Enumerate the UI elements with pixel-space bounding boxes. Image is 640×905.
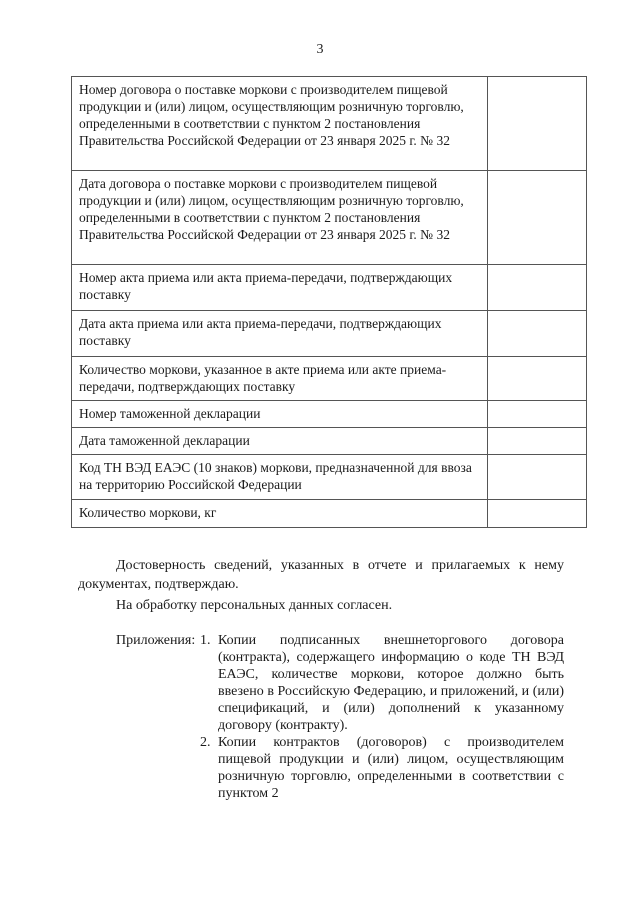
row-value-cell[interactable] [488,455,587,500]
row-value-cell[interactable] [488,311,587,357]
consent-statement: На обработку персональных данных согласен. [116,598,393,613]
row-value-cell[interactable] [488,500,587,528]
attachments-list [200,632,564,802]
row-label: Номер акта приема или акта приема-передачи, подтверждающих поставку [72,265,488,311]
row-label: Дата договора о поставке моркови с производителем пищевой продукции и (или) лицом, осуществляющим розничную торговлю, определенными в соответствии с пунктом 2 постановления Правительства Российской Федерации от 23 января 2025 г. № 32 [72,171,488,265]
report-table [71,76,587,528]
attachments-label: Приложения: [116,633,196,648]
table-row [72,265,587,311]
table-row [72,401,587,428]
list-item [200,632,564,734]
list-item [200,734,564,802]
row-value-cell[interactable] [488,401,587,428]
table-row [72,357,587,401]
row-label: Код ТН ВЭД ЕАЭС (10 знаков) моркови, предназначенной для ввоза на территорию Российской Федерации [72,455,488,500]
table-row [72,428,587,455]
row-value-cell[interactable] [488,357,587,401]
list-item-number: 2. [200,735,211,750]
row-label: Номер договора о поставке моркови с производителем пищевой продукции и (или) лицом, осуществляющим розничную торговлю, определенными в соответствии с пунктом 2 постановления Правительства Российской Федерации от 23 января 2025 г. № 32 [72,77,488,171]
table-row [72,77,587,171]
row-value-cell[interactable] [488,265,587,311]
list-item-number: 1. [200,633,211,648]
row-value-cell[interactable] [488,77,587,171]
confirmation-statement: Достоверность сведений, указанных в отчете и прилагаемых к нему документах, подтверждаю. [78,558,564,592]
row-label: Дата таможенной декларации [72,428,488,455]
row-label: Дата акта приема или акта приема-передачи, подтверждающих поставку [72,311,488,357]
table-row [72,311,587,357]
row-value-cell[interactable] [488,428,587,455]
list-item-text: Копии контрактов (договоров) с производителем пищевой продукции и (или) лицом, осуществляющим розничную торговлю, определенными в соответствии с пунктом 2 [218,735,564,801]
table-row [72,500,587,528]
row-label: Количество моркови, кг [72,500,488,528]
row-value-cell[interactable] [488,171,587,265]
table-row [72,171,587,265]
row-label: Номер таможенной декларации [72,401,488,428]
row-label: Количество моркови, указанное в акте приема или акте приема-передачи, подтверждающих поставку [72,357,488,401]
table-row [72,455,587,500]
list-item-text: Копии подписанных внешнеторгового договора (контракта), содержащего информацию о коде ТН ВЭД ЕАЭС, количестве моркови, которое должно быть ввезено в Российскую Федерацию, и приложений, и (или) спецификаций, и (или) дополнений к указанному договору (контракту). [218,633,564,733]
page-number: 3 [316,42,324,57]
